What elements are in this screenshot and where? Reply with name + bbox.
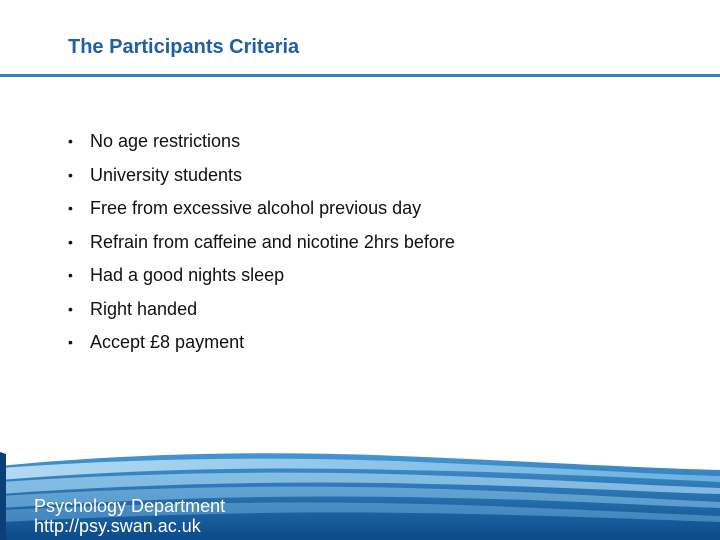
slide-title: The Participants Criteria (68, 36, 300, 58)
bullet-text: Refrain from caffeine and nicotine 2hrs before (90, 231, 455, 252)
list-item (68, 296, 455, 330)
bullet-text: No age restrictions (90, 131, 241, 151)
bullet-text: University students (90, 164, 243, 185)
list-item (68, 329, 455, 363)
list-item (68, 262, 455, 296)
bullet-icon: • (68, 334, 73, 350)
department-url: http://psy.swan.ac.uk (34, 516, 201, 536)
bullet-text: Accept £8 payment (90, 332, 245, 352)
list-item (68, 195, 455, 229)
footer-text (34, 496, 225, 536)
list-item (68, 162, 455, 196)
department-name: Psychology Department (34, 496, 226, 516)
bullet-text: Free from excessive alcohol previous day (90, 198, 422, 218)
footer-banner (0, 448, 720, 540)
title-divider (0, 74, 720, 77)
bullet-icon: • (68, 267, 73, 283)
bullet-icon: • (68, 133, 73, 149)
bullet-icon: • (68, 300, 73, 317)
list-item (68, 229, 455, 263)
bullet-text: Had a good nights sleep (90, 265, 285, 285)
bullet-list (68, 128, 455, 363)
list-item (68, 128, 455, 162)
bullet-text: Right handed (90, 298, 198, 319)
bullet-icon: • (68, 233, 73, 250)
bullet-icon: • (68, 200, 73, 216)
bullet-icon: • (68, 166, 73, 183)
